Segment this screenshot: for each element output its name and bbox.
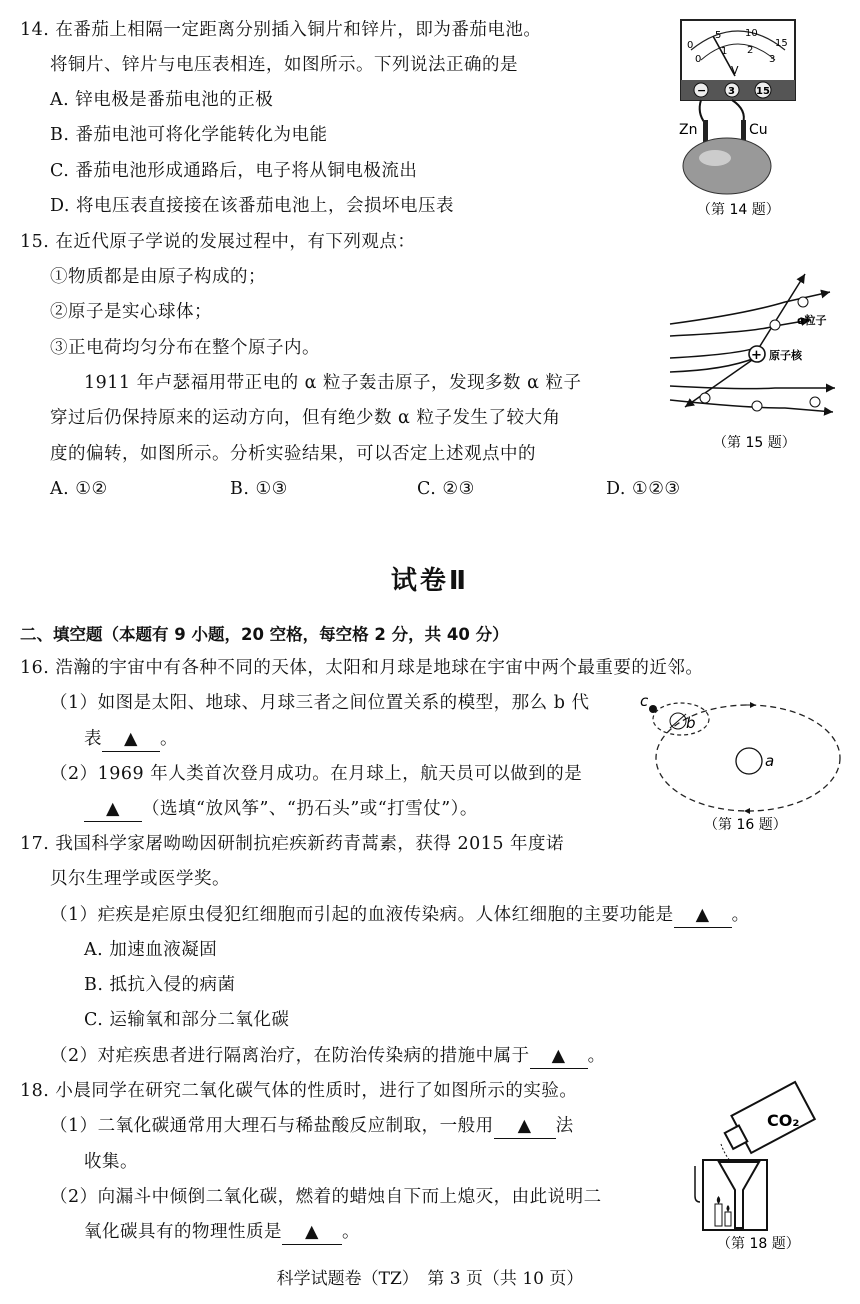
q14-scale-top-5: 5 xyxy=(715,30,722,41)
q17-option-b: B. 抵抗入侵的病菌 xyxy=(84,975,236,995)
q16-label-a: a xyxy=(765,752,775,770)
q15-paragraph-2: 穿过后仍保持原来的运动方向，但有绝少数 α 粒子发生了较大角 xyxy=(50,408,561,428)
q16-stem: 16. 浩瀚的宇宙中有各种不同的天体，太阳和月球是地球在宇宙中两个最重要的近邻。 xyxy=(20,658,704,678)
q16-label-c: c xyxy=(640,692,649,710)
q18-part2-cont: 氧化碳具有的物理性质是 xyxy=(84,1222,282,1242)
q14-cu-label: Cu xyxy=(749,122,768,138)
svg-text:+: + xyxy=(751,348,762,363)
q18-part1: （1）二氧化碳通常用大理石与稀盐酸反应制取，一般用 xyxy=(50,1116,494,1136)
q15-paragraph-1: 1911 年卢瑟福用带正电的 α 粒子轰击原子，发现多数 α 粒子 xyxy=(84,373,582,393)
q18-co2-label: CO₂ xyxy=(767,1111,800,1130)
q14-caption: （第 14 题） xyxy=(697,202,780,218)
q18-part1-cont: 收集。 xyxy=(84,1152,138,1172)
q18-part1-suffix: 法 xyxy=(555,1116,574,1136)
q14-tomato-battery-figure xyxy=(675,18,800,218)
q14-terminal-3: 3 xyxy=(728,86,735,97)
q14-terminal-15: 15 xyxy=(756,86,770,97)
q17-part1-suffix: 。 xyxy=(731,905,750,925)
q17-part2-suffix: 。 xyxy=(587,1046,606,1066)
q15-paragraph-3: 度的偏转，如图所示。分析实验结果，可以否定上述观点中的 xyxy=(50,444,536,464)
q15-nucleus-label: 原子核 xyxy=(769,349,802,362)
q15-alpha-scattering-figure xyxy=(665,262,845,457)
q17-stem-2: 贝尔生理学或医学奖。 xyxy=(50,869,230,889)
q16-part1-suffix: 。 xyxy=(160,729,178,749)
q15-option-b: B. ①③ xyxy=(230,479,288,499)
q14-option-c: C. 番茄电池形成通路后，电子将从铜电极流出 xyxy=(50,161,418,181)
q17-blank-1[interactable]: ▲ xyxy=(674,903,732,928)
q16-sun-earth-moon-figure xyxy=(636,688,846,838)
q14-scale-top-15: 15 xyxy=(775,38,788,49)
q16-label-b: b xyxy=(686,714,696,732)
q18-part1-line xyxy=(50,1114,574,1139)
part2-title: 试卷Ⅱ xyxy=(390,566,470,596)
q18-co2-candle-figure xyxy=(685,1078,825,1250)
q16-part2: （2）1969 年人类首次登月成功。在月球上，航天员可以做到的是 xyxy=(50,764,583,784)
q16-part1-prefix: 表 xyxy=(84,729,102,749)
q17-option-c: C. 运输氧和部分二氧化碳 xyxy=(84,1010,290,1030)
q15-point-2: ②原子是实心球体； xyxy=(50,302,212,322)
q14-stem: 14. 在番茄上相隔一定距离分别插入铜片和锌片，即为番茄电池。 xyxy=(20,20,542,40)
page-footer: 科学试题卷（TZ） 第 3 页（共 10 页） xyxy=(276,1269,584,1289)
q16-part2-answer-line xyxy=(84,797,478,822)
q16-blank-1[interactable]: ▲ xyxy=(102,727,160,752)
q18-stem: 18. 小晨同学在研究二氧化碳气体的性质时，进行了如图所示的实验。 xyxy=(20,1081,578,1101)
q15-point-1: ①物质都是由原子构成的； xyxy=(50,267,266,287)
q15-alpha-label: α粒子 xyxy=(797,314,827,327)
q16-part1-answer-line xyxy=(84,727,178,752)
q16-blank-2[interactable]: ▲ xyxy=(84,797,142,822)
q17-part1: （1）疟疾是疟原虫侵犯红细胞而引起的血液传染病。人体红细胞的主要功能是 xyxy=(50,905,674,925)
q14-stem-2: 将铜片、锌片与电压表相连，如图所示。下列说法正确的是 xyxy=(50,55,518,75)
section-header: 二、填空题（本题有 9 小题，20 空格，每空格 2 分，共 40 分） xyxy=(20,625,509,644)
q16-part2-suffix: （选填“放风筝”、“扔石头”或“打雪仗”）。 xyxy=(142,799,478,819)
q14-option-a: A. 锌电极是番茄电池的正极 xyxy=(50,90,274,110)
q18-blank-2[interactable]: ▲ xyxy=(282,1220,342,1245)
q18-caption: （第 18 题） xyxy=(717,1236,800,1252)
q16-part1: （1）如图是太阳、地球、月球三者之间位置关系的模型，那么 b 代 xyxy=(50,693,590,713)
q15-stem: 15. 在近代原子学说的发展过程中，有下列观点： xyxy=(20,232,416,252)
q14-scale-bottom-3: 3 xyxy=(769,54,776,65)
q18-part2: （2）向漏斗中倾倒二氧化碳，燃着的蜡烛自下而上熄灭，由此说明二 xyxy=(50,1187,602,1207)
q14-zn-label: Zn xyxy=(679,122,698,138)
q15-point-3: ③正电荷均匀分布在整个原子内。 xyxy=(50,338,320,358)
q17-stem: 17. 我国科学家屠呦呦因研制抗疟疾新药青蒿素，获得 2015 年度诺 xyxy=(20,834,565,854)
q14-scale-bottom-0: 0 xyxy=(695,54,702,65)
q17-blank-2[interactable]: ▲ xyxy=(530,1044,588,1069)
q15-option-d: D. ①②③ xyxy=(606,479,681,499)
q16-caption: （第 16 题） xyxy=(704,817,787,833)
q14-voltmeter-unit: V xyxy=(731,64,739,77)
q14-scale-top-10: 10 xyxy=(745,28,758,39)
q14-scale-bottom-2: 2 xyxy=(747,45,754,56)
q14-scale-top-0: 0 xyxy=(687,40,694,51)
q17-part1-line xyxy=(50,903,750,928)
q17-option-a: A. 加速血液凝固 xyxy=(84,940,218,960)
q14-option-b: B. 番茄电池可将化学能转化为电能 xyxy=(50,125,328,145)
q14-scale-bottom-1: 1 xyxy=(721,46,728,57)
q18-part2-suffix: 。 xyxy=(342,1222,360,1242)
q18-part2-line xyxy=(84,1220,360,1245)
q17-part2-line xyxy=(50,1044,606,1069)
q18-blank-1[interactable]: ▲ xyxy=(494,1114,556,1139)
q15-option-a: A. ①② xyxy=(50,479,108,499)
q15-option-c: C. ②③ xyxy=(417,479,475,499)
q14-terminal-neg: − xyxy=(697,84,707,97)
q17-part2: （2）对疟疾患者进行隔离治疗，在防治传染病的措施中属于 xyxy=(50,1046,530,1066)
q14-option-d: D. 将电压表直接接在该番茄电池上，会损坏电压表 xyxy=(50,196,455,216)
q15-caption: （第 15 题） xyxy=(713,435,796,451)
